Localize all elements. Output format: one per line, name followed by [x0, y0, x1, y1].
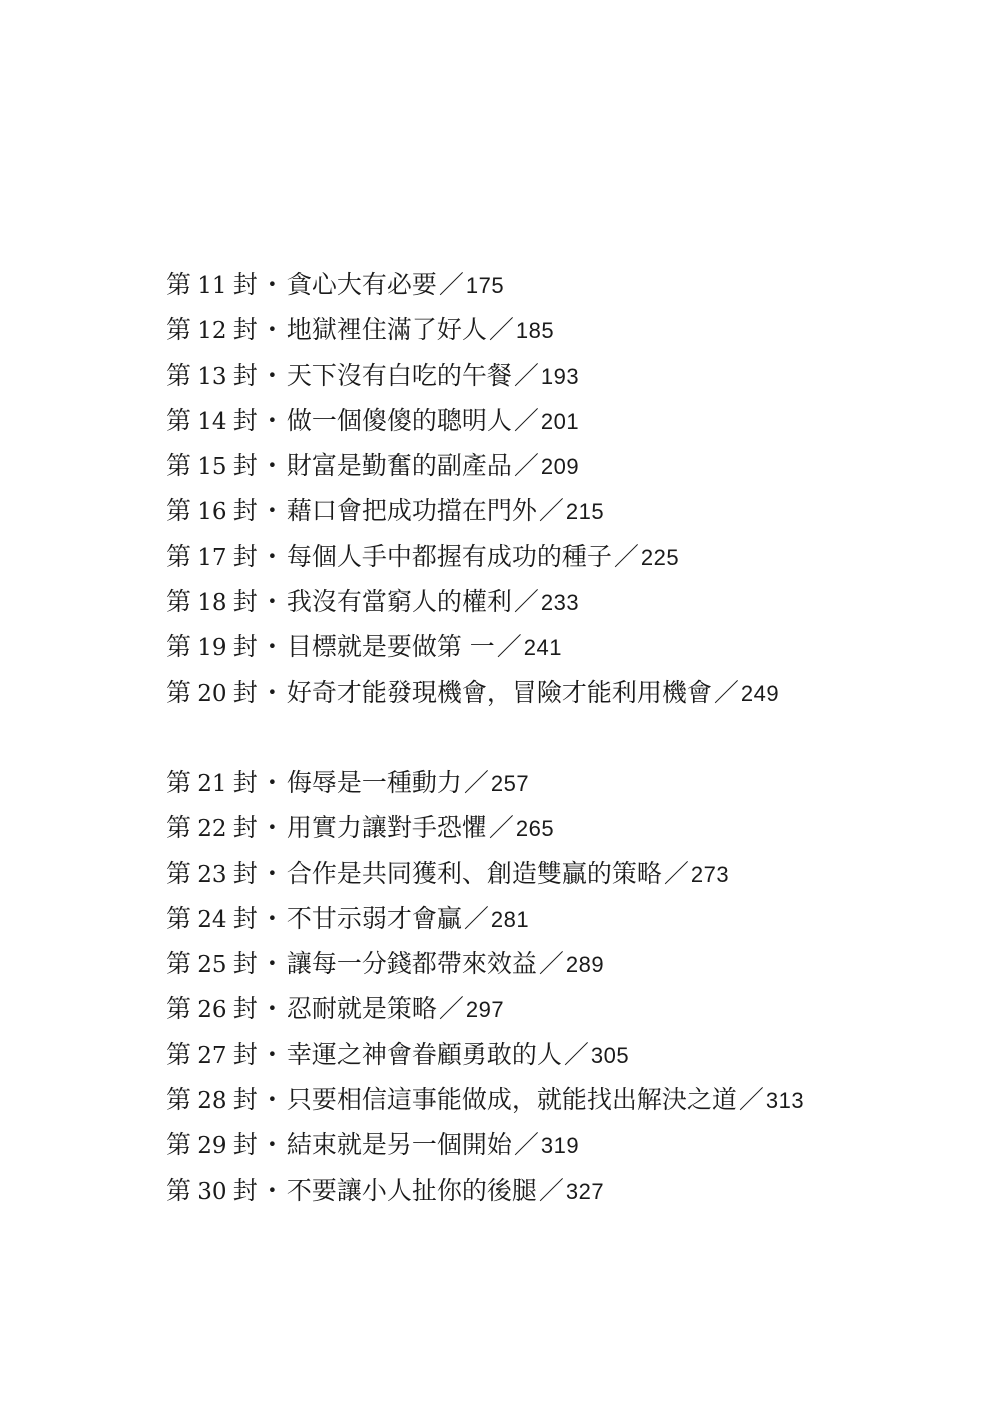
- entry-title: 財富是勤奮的副產品: [286, 451, 512, 481]
- toc-group-1: [166, 262, 966, 715]
- entry-title: 目標就是要做第 一: [286, 632, 495, 662]
- entry-page-number: 327: [565, 1178, 605, 1204]
- entry-suffix: 封: [232, 994, 258, 1024]
- entry-number: 15: [197, 454, 227, 481]
- toc-entry: [166, 941, 966, 986]
- entry-separator: ・: [259, 1130, 285, 1160]
- entry-slash: ／: [663, 858, 689, 888]
- entry-prefix: 第: [166, 1085, 192, 1115]
- entry-slash: ／: [713, 677, 739, 707]
- toc-entry: [166, 534, 966, 579]
- entry-number: 28: [197, 1088, 227, 1115]
- entry-title: 用實力讓對手恐懼: [286, 813, 487, 843]
- entry-suffix: 封: [232, 767, 258, 797]
- entry-slash: ／: [463, 767, 489, 797]
- entry-prefix: 第: [166, 1130, 192, 1160]
- toc-entry: [166, 1077, 966, 1122]
- entry-prefix: 第: [166, 587, 192, 617]
- entry-page-number: 313: [765, 1088, 805, 1114]
- entry-prefix: 第: [166, 270, 192, 299]
- entry-number: 23: [197, 861, 227, 888]
- entry-title: 不要讓小人扯你的後腿: [286, 1175, 537, 1205]
- entry-suffix: 封: [232, 1085, 258, 1115]
- entry-slash: ／: [513, 451, 539, 481]
- entry-title: 不甘示弱才會贏: [286, 903, 462, 933]
- entry-separator: ・: [259, 405, 285, 435]
- entry-prefix: 第: [166, 677, 192, 707]
- entry-suffix: 封: [232, 270, 258, 299]
- entry-suffix: 封: [232, 451, 258, 481]
- toc-entry: [166, 307, 966, 352]
- entry-page-number: 249: [740, 680, 780, 706]
- entry-slash: ／: [538, 1175, 564, 1205]
- toc-entry: [166, 262, 966, 307]
- entry-page-number: 185: [515, 318, 555, 344]
- entry-page-number: 257: [490, 770, 530, 796]
- entry-title: 做一個傻傻的聰明人: [286, 405, 512, 435]
- entry-number: 24: [197, 906, 227, 933]
- entry-slash: ／: [538, 949, 564, 979]
- entry-suffix: 封: [232, 587, 258, 617]
- toc-entry: [166, 986, 966, 1031]
- entry-suffix: 封: [232, 858, 258, 888]
- entry-slash: ／: [513, 587, 539, 617]
- entry-separator: ・: [259, 632, 285, 662]
- toc-entry: [166, 1168, 966, 1213]
- toc-entry: [166, 670, 966, 715]
- entry-page-number: 201: [540, 408, 580, 434]
- entry-suffix: 封: [232, 496, 258, 526]
- entry-prefix: 第: [166, 813, 192, 843]
- entry-separator: ・: [259, 949, 285, 979]
- toc-entry: [166, 488, 966, 533]
- entry-page-number: 265: [515, 816, 555, 842]
- toc-entry: [166, 805, 966, 850]
- entry-title: 我沒有當窮人的權利: [286, 587, 512, 617]
- entry-suffix: 封: [232, 677, 258, 707]
- entry-number: 27: [197, 1042, 227, 1069]
- toc-entry: [166, 624, 966, 669]
- entry-separator: ・: [259, 541, 285, 571]
- entry-slash: ／: [488, 315, 514, 345]
- entry-separator: ・: [259, 451, 285, 481]
- entry-separator: ・: [259, 587, 285, 617]
- toc-entry: [166, 851, 966, 896]
- entry-number: 21: [197, 770, 227, 797]
- entry-number: 19: [197, 635, 227, 662]
- entry-page-number: 289: [565, 952, 605, 978]
- entry-slash: ／: [496, 632, 522, 662]
- entry-separator: ・: [259, 994, 285, 1024]
- entry-title: 忍耐就是策略: [286, 994, 437, 1024]
- entry-number: 14: [197, 408, 227, 435]
- toc-entry: [166, 1122, 966, 1167]
- entry-slash: ／: [538, 496, 564, 526]
- entry-slash: ／: [513, 1130, 539, 1160]
- entry-slash: ／: [463, 903, 489, 933]
- entry-separator: ・: [259, 1039, 285, 1069]
- entry-separator: ・: [259, 1175, 285, 1205]
- entry-suffix: 封: [232, 632, 258, 662]
- entry-separator: ・: [259, 858, 285, 888]
- entry-suffix: 封: [232, 813, 258, 843]
- table-of-contents: [166, 262, 966, 1213]
- entry-prefix: 第: [166, 360, 192, 390]
- entry-slash: ／: [513, 405, 539, 435]
- entry-title: 天下沒有白吃的午餐: [286, 360, 512, 390]
- entry-title: 讓每一分錢都帶來效益: [286, 949, 537, 979]
- entry-title: 每個人手中都握有成功的種子: [286, 541, 612, 571]
- entry-page-number: 297: [465, 997, 505, 1023]
- entry-number: 12: [197, 318, 227, 345]
- entry-title: 只要相信這事能做成，就能找出解決之道: [286, 1085, 737, 1115]
- entry-page-number: 281: [490, 906, 530, 932]
- entry-prefix: 第: [166, 451, 192, 481]
- entry-page-number: 233: [540, 590, 580, 616]
- entry-suffix: 封: [232, 1039, 258, 1069]
- entry-prefix: 第: [166, 994, 192, 1024]
- entry-number: 26: [197, 997, 227, 1024]
- entry-separator: ・: [259, 677, 285, 707]
- entry-title: 好奇才能發現機會，冒險才能利用機會: [286, 677, 712, 707]
- entry-number: 22: [197, 816, 227, 843]
- toc-entry: [166, 896, 966, 941]
- entry-separator: ・: [259, 360, 285, 390]
- entry-number: 20: [197, 680, 227, 707]
- entry-prefix: 第: [166, 405, 192, 435]
- entry-separator: ・: [259, 315, 285, 345]
- entry-suffix: 封: [232, 541, 258, 571]
- entry-slash: ／: [563, 1039, 589, 1069]
- entry-number: 11: [197, 273, 227, 299]
- entry-prefix: 第: [166, 541, 192, 571]
- entry-slash: ／: [438, 270, 464, 299]
- entry-prefix: 第: [166, 949, 192, 979]
- entry-suffix: 封: [232, 1130, 258, 1160]
- entry-prefix: 第: [166, 858, 192, 888]
- entry-suffix: 封: [232, 360, 258, 390]
- entry-page-number: 305: [590, 1042, 630, 1068]
- toc-entry: [166, 760, 966, 805]
- entry-page-number: 319: [540, 1133, 580, 1159]
- entry-suffix: 封: [232, 1175, 258, 1205]
- entry-separator: ・: [259, 903, 285, 933]
- entry-page-number: 273: [690, 861, 730, 887]
- toc-entry: [166, 353, 966, 398]
- entry-prefix: 第: [166, 903, 192, 933]
- entry-suffix: 封: [232, 949, 258, 979]
- entry-number: 16: [197, 499, 227, 526]
- entry-number: 25: [197, 952, 227, 979]
- entry-title: 幸運之神會眷顧勇敢的人: [286, 1039, 562, 1069]
- entry-slash: ／: [438, 994, 464, 1024]
- entry-separator: ・: [259, 813, 285, 843]
- entry-prefix: 第: [166, 496, 192, 526]
- entry-number: 17: [197, 544, 227, 571]
- entry-slash: ／: [613, 541, 639, 571]
- entry-page-number: 225: [640, 544, 680, 570]
- entry-title: 藉口會把成功擋在門外: [286, 496, 537, 526]
- entry-number: 18: [197, 590, 227, 617]
- entry-prefix: 第: [166, 315, 192, 345]
- entry-slash: ／: [488, 813, 514, 843]
- entry-page-number: 175: [465, 273, 505, 298]
- entry-prefix: 第: [166, 767, 192, 797]
- toc-entry: [166, 1032, 966, 1077]
- toc-entry: [166, 579, 966, 624]
- entry-number: 29: [197, 1133, 227, 1160]
- entry-page-number: 193: [540, 363, 580, 389]
- entry-title: 結束就是另一個開始: [286, 1130, 512, 1160]
- entry-slash: ／: [738, 1085, 764, 1115]
- entry-separator: ・: [259, 496, 285, 526]
- entry-page-number: 241: [523, 635, 563, 661]
- entry-suffix: 封: [232, 405, 258, 435]
- entry-number: 30: [197, 1178, 227, 1205]
- entry-title: 合作是共同獲利、創造雙贏的策略: [286, 858, 662, 888]
- entry-suffix: 封: [232, 903, 258, 933]
- entry-title: 地獄裡住滿了好人: [286, 315, 487, 345]
- entry-page-number: 209: [540, 454, 580, 480]
- entry-suffix: 封: [232, 315, 258, 345]
- entry-title: 貪心大有必要: [286, 270, 437, 299]
- entry-slash: ／: [513, 360, 539, 390]
- entry-number: 13: [197, 363, 227, 390]
- toc-entry: [166, 443, 966, 488]
- entry-separator: ・: [259, 767, 285, 797]
- entry-prefix: 第: [166, 1039, 192, 1069]
- toc-entry: [166, 398, 966, 443]
- entry-prefix: 第: [166, 1175, 192, 1205]
- toc-group-2: [166, 760, 966, 1213]
- entry-separator: ・: [259, 1085, 285, 1115]
- entry-prefix: 第: [166, 632, 192, 662]
- entry-title: 侮辱是一種動力: [286, 767, 462, 797]
- entry-separator: ・: [259, 270, 285, 299]
- entry-page-number: 215: [565, 499, 605, 525]
